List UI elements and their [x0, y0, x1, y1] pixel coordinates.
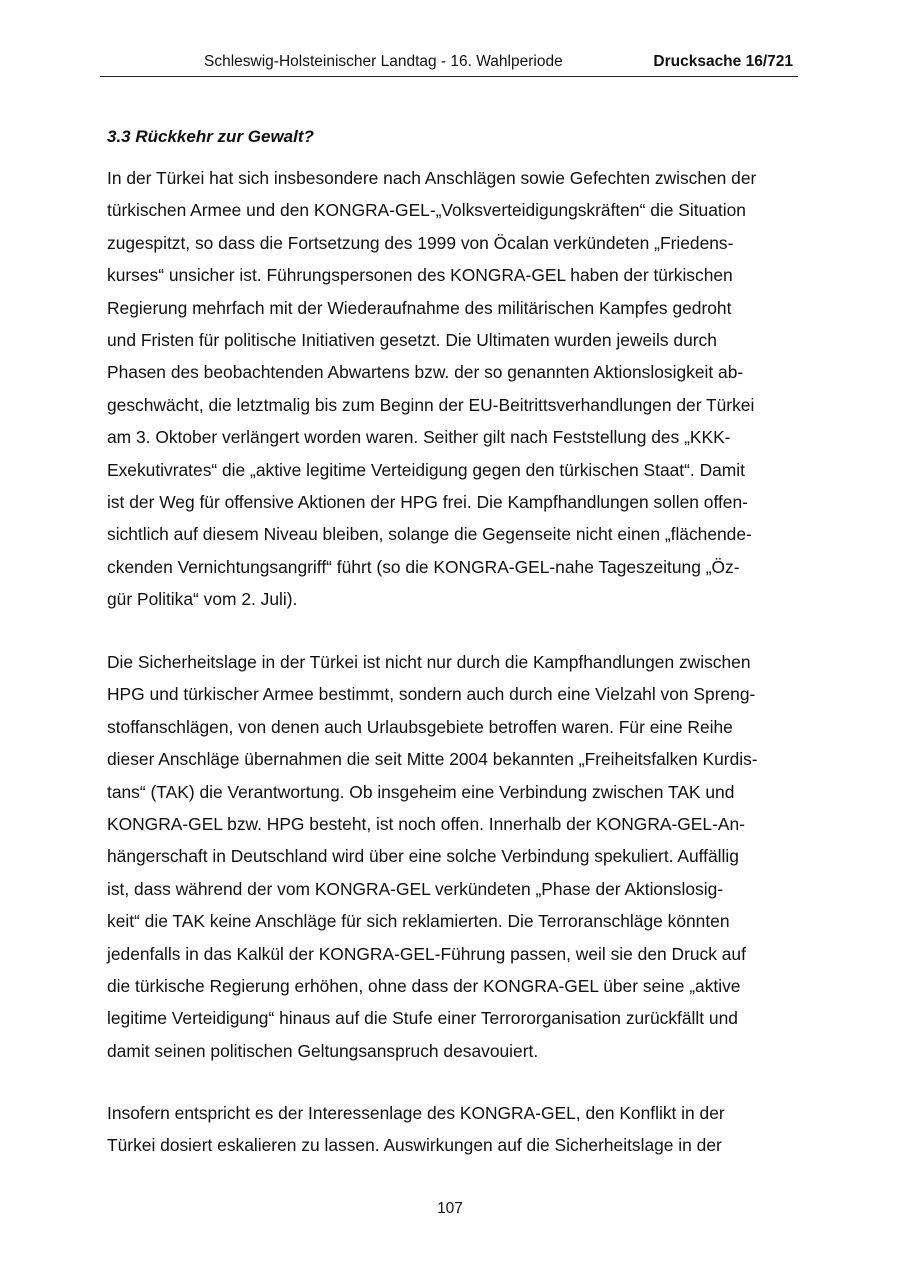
- text-line: stoffanschlägen, von denen auch Urlaubsgebiete betroffen waren. Für eine Reihe: [107, 716, 733, 737]
- page-header: [100, 52, 798, 77]
- text-line: kurses“ unsicher ist. Führungspersonen des KONGRA-GEL haben der türkischen: [107, 265, 733, 286]
- header-title: Schleswig-Holsteinischer Landtag - 16. Wahlperiode: [204, 53, 563, 70]
- text-line: damit seinen politischen Geltungsanspruch desavouiert.: [107, 1040, 539, 1061]
- text-line: ist, dass während der vom KONGRA-GEL verkündeten „Phase der Aktionslosig-: [107, 878, 724, 899]
- text-line: dieser Anschläge übernahmen die seit Mitte 2004 bekannten „Freiheitsfalken Kurdis-: [107, 749, 758, 770]
- paragraph-1: [107, 162, 756, 616]
- text-line: die türkische Regierung erhöhen, ohne dass der KONGRA-GEL über seine „aktive: [107, 976, 741, 997]
- paragraph-2: [107, 646, 758, 1067]
- paragraph-3: [107, 1097, 725, 1162]
- text-line: hängerschaft in Deutschland wird über eine solche Verbindung spekuliert. Auffällig: [107, 846, 739, 867]
- page-number: 107: [437, 1200, 463, 1217]
- text-line: türkischen Armee und den KONGRA-GEL-„Volksverteidigungskräften“ die Situation: [107, 200, 746, 221]
- text-line: zugespitzt, so dass die Fortsetzung des 1999 von Öcalan verkündeten „Friedens-: [107, 232, 734, 253]
- text-line: sichtlich auf diesem Niveau bleiben, solange die Gegenseite nicht einen „flächende-: [107, 524, 752, 545]
- text-line: ist der Weg für offensive Aktionen der HPG frei. Die Kampfhandlungen sollen offen-: [107, 492, 748, 513]
- text-line: HPG und türkischer Armee bestimmt, sondern auch durch eine Vielzahl von Spreng-: [107, 684, 756, 705]
- text-line: am 3. Oktober verlängert worden waren. Seither gilt nach Feststellung des „KKK-: [107, 427, 731, 448]
- text-line: jedenfalls in das Kalkül der KONGRA-GEL-Führung passen, weil sie den Druck auf: [107, 943, 746, 964]
- text-line: geschwächt, die letztmalig bis zum Beginn der EU-Beitrittsverhandlungen der Türkei: [107, 394, 755, 415]
- text-line: Insofern entspricht es der Interessenlage des KONGRA-GEL, den Konflikt in der: [107, 1103, 725, 1123]
- text-line: tans“ (TAK) die Verantwortung. Ob insgeheim eine Verbindung zwischen TAK und: [107, 781, 735, 802]
- text-line: legitime Verteidigung“ hinaus auf die Stufe einer Terrororganisation zurückfällt und: [107, 1008, 738, 1029]
- text-line: und Fristen für politische Initiativen gesetzt. Die Ultimaten wurden jeweils durch: [107, 330, 717, 351]
- text-line: gür Politika“ vom 2. Juli).: [107, 589, 298, 610]
- text-line: Phasen des beobachtenden Abwartens bzw. der so genannten Aktionslosigkeit ab-: [107, 362, 744, 383]
- text-line: Exekutivrates“ die „aktive legitime Verteidigung gegen den türkischen Staat“. Damit: [107, 459, 745, 480]
- text-line: Die Sicherheitslage in der Türkei ist nicht nur durch die Kampfhandlungen zwischen: [107, 652, 751, 672]
- text-line: Türkei dosiert eskalieren zu lassen. Auswirkungen auf die Sicherheitslage in der: [107, 1135, 722, 1156]
- document-reference: Drucksache 16/721: [653, 53, 793, 70]
- text-line: ckenden Vernichtungsangriff“ führt (so die KONGRA-GEL-nahe Tageszeitung „Öz-: [107, 556, 740, 577]
- text-line: keit“ die TAK keine Anschläge für sich reklamierten. Die Terroranschläge könnten: [107, 911, 730, 932]
- text-line: In der Türkei hat sich insbesondere nach Anschlägen sowie Gefechten zwischen der: [107, 168, 757, 188]
- text-line: Regierung mehrfach mit der Wiederaufnahme des militärischen Kampfes gedroht: [107, 297, 732, 318]
- text-line: KONGRA-GEL bzw. HPG besteht, ist noch offen. Innerhalb der KONGRA-GEL-An-: [107, 814, 745, 835]
- section-heading: 3.3 Rückkehr zur Gewalt?: [107, 127, 314, 146]
